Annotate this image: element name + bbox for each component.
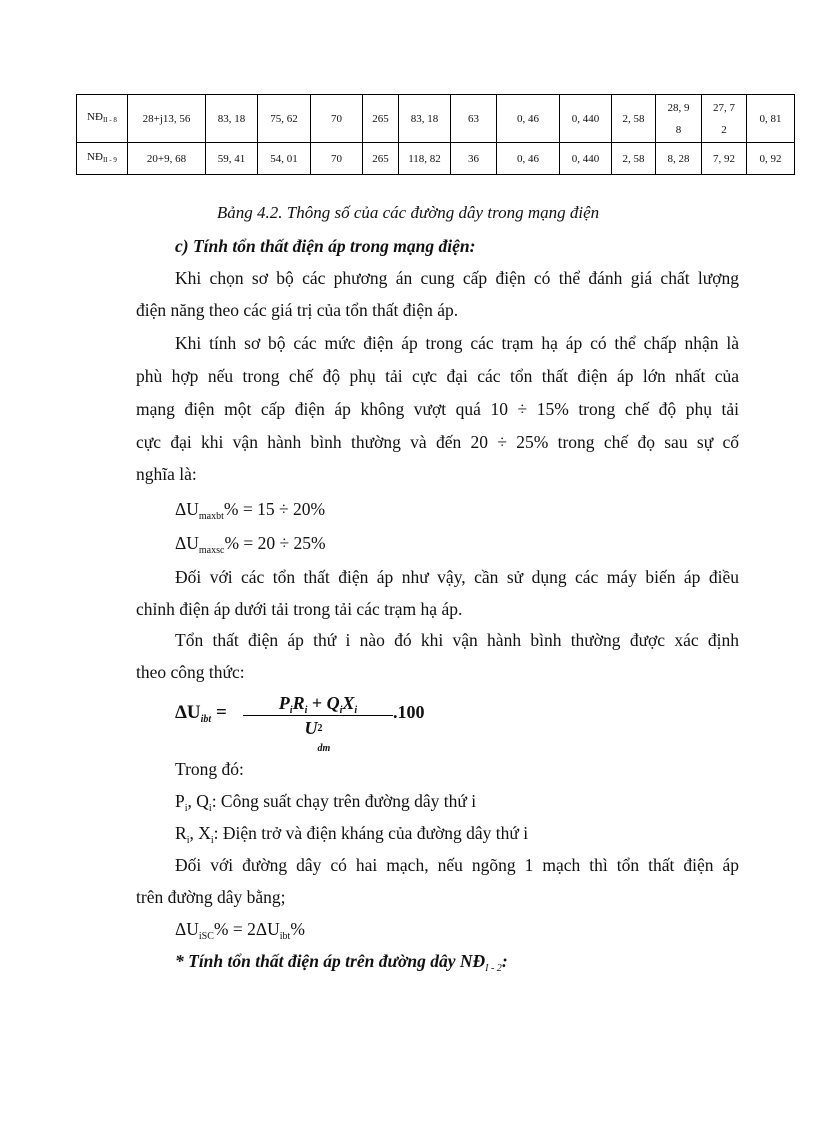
table-cell: 7, 92 [702,143,747,175]
paragraph-line: chỉnh điện áp dưới tải trong tải các trạm hạ áp. [136,599,463,619]
table-cell: $NĐ_{II - 8}$ [77,95,128,143]
paragraph-line: nghĩa là: [136,464,197,484]
definition-pq: $P_i$, $Q_i$: Công suất chạy trên đường dây thứ i [175,791,477,814]
table-cell: 8, 28 [656,143,702,175]
table-cell: 0, 46 [497,95,560,143]
paragraph-line: cực đại khi vận hành bình thường và đến 20 ÷ 25% trong chế đọ sau sự cố [136,432,739,452]
table-cell: 0, 440 [560,95,612,143]
table-cell: 36 [451,143,497,175]
table-cell: $NĐ_{II - 9}$ [77,143,128,175]
table-cell: 0, 92 [747,143,795,175]
table-row [77,95,795,143]
table-cell: 28, 98 [656,95,702,143]
paragraph-line: Khi tính sơ bộ các mức điện áp trong các trạm hạ áp có thể chấp nhận là [175,333,739,353]
where-label: Trong đó: [175,759,244,779]
section-heading: c) Tính tổn thất điện áp trong mạng điện: [175,236,476,256]
table-cell: 54, 01 [258,143,311,175]
paragraph-line: Khi chọn sơ bộ các phương án cung cấp điện có thể đánh giá chất lượng [175,268,739,288]
table-cell: 0, 46 [497,143,560,175]
table-cell: 70 [311,143,363,175]
paragraph-line: điện năng theo các giá trị của tổn thất điện áp. [136,300,459,320]
table-cell: 27, 72 [702,95,747,143]
definition-rx: $R_i$, $X_i$: Điện trở và điện kháng của đường dây thứ i [175,823,529,846]
paragraph-line: mạng điện một cấp điện áp không vượt quá 10 ÷ 15% trong chế độ phụ tải [136,399,739,419]
table-cell: 265 [363,95,399,143]
paragraph-line: Đối với đường dây có hai mạch, nếu ngõng 1 mạch thì tổn thất điện áp [175,855,739,875]
table-caption: Bảng 4.2. Thông số của các đường dây trong mạng điện [216,203,600,222]
table-cell: 2, 58 [612,95,656,143]
table-cell: 70 [311,95,363,143]
paragraph-line: Đối với các tổn thất điện áp như vậy, cần sử dụng các máy biến áp điều [175,567,739,587]
table-cell: 0, 440 [560,143,612,175]
table-cell: 63 [451,95,497,143]
table-cell: 2, 58 [612,143,656,175]
voltage-loss-formula: $\Delta U_{ibt}$ = $P_iR_i + Q_iX_i$ U 2 dm .100 [175,693,425,754]
table-cell: 83, 18 [399,95,451,143]
table-row [77,143,795,175]
fraction-bar [243,715,393,716]
table-cell: 75, 62 [258,95,311,143]
paragraph-line: Tổn thất điện áp thứ i nào đó khi vận hành bình thường được xác định [175,630,739,650]
paragraph-line: trên đường dây bằng; [136,887,286,907]
table-cell: 20+9, 68 [128,143,206,175]
table-cell: 118, 82 [399,143,451,175]
table-cell: 83, 18 [206,95,258,143]
equation-max-fault: $\Delta U_{maxsc}\% = 20 \div 25\%$ [175,533,326,556]
table-cell: 265 [363,143,399,175]
paragraph-line: phù hợp nếu trong chế độ phụ tải cực đại các tổn thất điện áp lớn nhất của [136,366,739,386]
table-cell: 59, 41 [206,143,258,175]
equation-fault-loss: $\Delta U_{iSC}\% = 2\Delta U_{ibt}\%$ [175,919,305,942]
subsection-heading: * Tính tổn thất điện áp trên đường dây $NĐ_{I - 2}$: [175,951,508,974]
paragraph-line: theo công thức: [136,662,245,682]
table-cell: 28+j13, 56 [128,95,206,143]
line-parameters-table [76,94,795,175]
table-cell: 0, 81 [747,95,795,143]
equation-max-normal: $\Delta U_{maxbt}\% = 15 \div 20\%$ [175,499,326,522]
